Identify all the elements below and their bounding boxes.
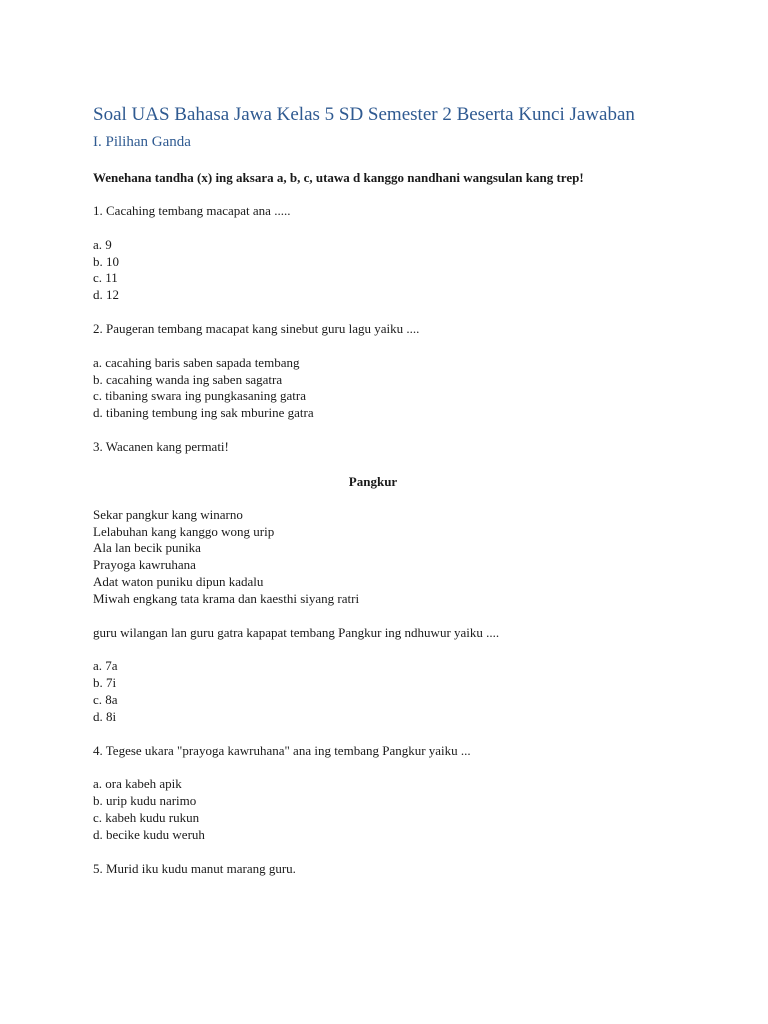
option-a: a. cacahing baris saben sapada tembang [93, 354, 300, 370]
question-2: 2. Paugeran tembang macapat kang sinebut guru lagu yaiku .... [93, 320, 420, 336]
document-title: Soal UAS Bahasa Jawa Kelas 5 SD Semester 2 Beserta Kunci Jawaban [93, 104, 635, 125]
poem-line: Prayoga kawruhana [93, 557, 196, 573]
option-b: b. cacahing wanda ing saben sagatra [93, 371, 283, 387]
option-a: a. 7a [93, 658, 118, 674]
poem-line: Lelabuhan kang kanggo wong urip [93, 523, 275, 539]
poem-line: Sekar pangkur kang winarno [93, 506, 243, 522]
question-2-options [93, 355, 653, 422]
poem-line: Miwah engkang tata krama dan kaesthi siyang ratri [93, 590, 360, 606]
instruction-text: Wenehana tandha (x) ing aksara a, b, c, utawa d kanggo nandhani wangsulan kang trep! [93, 170, 584, 185]
question-4: 4. Tegese ukara "prayoga kawruhana" ana ing tembang Pangkur yaiku ... [93, 742, 471, 758]
poem-line: Adat waton puniku dipun kadalu [93, 573, 264, 589]
option-a: a. ora kabeh apik [93, 776, 182, 792]
option-b: b. urip kudu narimo [93, 793, 197, 809]
question-4-options [93, 776, 653, 843]
poem [93, 507, 653, 608]
option-c: c. 11 [93, 270, 118, 286]
option-d: d. tibaning tembung ing sak mburine gatra [93, 405, 314, 421]
question-1-options [93, 237, 653, 304]
question-5: 5. Murid iku kudu manut marang guru. [93, 860, 296, 876]
option-c: c. 8a [93, 691, 118, 707]
option-b: b. 7i [93, 675, 117, 691]
poem-title: Pangkur [348, 473, 398, 489]
option-d: d. 8i [93, 708, 117, 724]
option-d: d. becike kudu weruh [93, 826, 205, 842]
poem-line: Ala lan becik punika [93, 540, 201, 556]
option-a: a. 9 [93, 236, 112, 252]
question-1: 1. Cacahing tembang macapat ana ..... [93, 203, 291, 218]
section-heading: I. Pilihan Ganda [93, 134, 191, 150]
option-c: c. tibaning swara ing pungkasaning gatra [93, 388, 306, 404]
option-c: c. kabeh kudu rukun [93, 809, 200, 825]
question-3-options [93, 658, 653, 725]
question-3: 3. Wacanen kang permati! [93, 438, 229, 454]
option-d: d. 12 [93, 287, 119, 303]
option-b: b. 10 [93, 253, 119, 269]
document-page [93, 103, 653, 877]
question-3-prompt: guru wilangan lan guru gatra kapapat tembang Pangkur ing ndhuwur yaiku .... [93, 624, 500, 640]
